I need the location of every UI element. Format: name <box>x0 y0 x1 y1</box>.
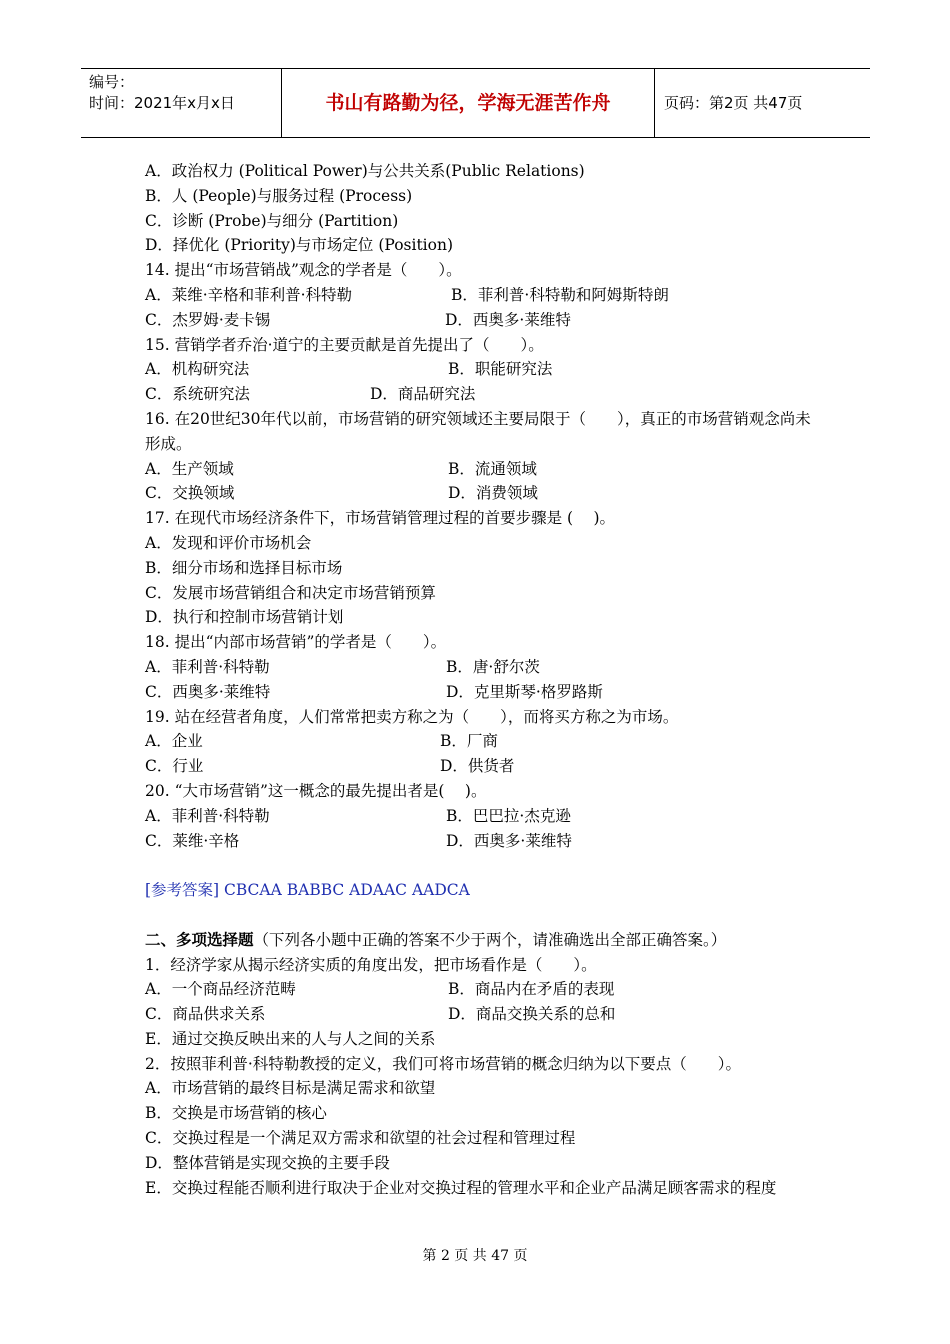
option-b: B．巴巴拉·杰克逊 <box>446 806 571 825</box>
question-20: 20. “大市场营销”这一概念的最先提出者是( )。 <box>145 781 487 800</box>
option-d: D．商品交换关系的总和 <box>448 1005 616 1024</box>
option-a: A．企业 <box>145 732 203 751</box>
option-line: C．交换过程是一个满足双方需求和欲望的社会过程和管理过程 <box>145 1129 576 1148</box>
question-15: 15. 营销学者乔治·道宁的主要贡献是首先提出了（ ）。 <box>145 335 544 354</box>
option-row <box>145 655 815 680</box>
option-b: B．唐·舒尔茨 <box>446 657 540 676</box>
option-a: A．机构研究法 <box>145 360 250 379</box>
question-19: 19. 站在经营者角度，人们常常把卖方称之为（ ），而将买方称之为市场。 <box>145 707 679 726</box>
option-c: C．交换领域 <box>145 484 235 503</box>
spacer <box>145 903 815 928</box>
option-line: B．细分市场和选择目标市场 <box>145 558 343 577</box>
option-row <box>145 382 815 407</box>
question-16: 16. 在20世纪30年代以前，市场营销的研究领域还主要局限于（ ），真正的市场营销观念尚未形成。 <box>145 409 811 453</box>
option-line: A．市场营销的最终目标是满足需求和欲望 <box>145 1079 436 1098</box>
multi-question-2: 2．按照菲利普·科特勒教授的定义，我们可将市场营销的概念归纳为以下要点（ ）。 <box>145 1054 742 1073</box>
spacer <box>145 853 815 878</box>
section-2-note: （下列各小题中正确的答案不少于两个，请准确选出全部正确答案。） <box>253 930 727 949</box>
option-row <box>145 804 815 829</box>
multi-question-1: 1．经济学家从揭示经济实质的角度出发，把市场看作是（ ）。 <box>145 955 597 974</box>
option-a: A．一个商品经济范畴 <box>145 980 296 999</box>
page-footer: 第 2 页 共 47 页 <box>422 1248 528 1264</box>
option-c: C．西奥多·莱维特 <box>145 682 271 701</box>
option-line: B．交换是市场营销的核心 <box>145 1104 327 1123</box>
option-row <box>145 357 815 382</box>
option-c: C．系统研究法 <box>145 385 250 404</box>
option-row <box>145 754 815 779</box>
option-line: C．诊断 (Probe)与细分 (Partition) <box>145 211 399 230</box>
option-b: B．菲利普·科特勒和阿姆斯特朗 <box>451 285 669 304</box>
option-d: D．西奥多·莱维特 <box>445 310 571 329</box>
option-a: A．菲利普·科特勒 <box>145 806 270 825</box>
section-2-title: 二、多项选择题 <box>145 929 254 949</box>
option-c: C．商品供求关系 <box>145 1005 266 1024</box>
option-a: A．莱维·辛格和菲利普·科特勒 <box>145 285 353 304</box>
option-row <box>145 729 815 754</box>
option-row <box>145 1002 815 1027</box>
option-d: D．克里斯琴·格罗路斯 <box>446 682 603 701</box>
option-d: D．消费领域 <box>448 484 538 503</box>
option-row <box>145 283 815 308</box>
option-c: C．行业 <box>145 757 204 776</box>
doc-number-label: 编号： <box>89 73 135 91</box>
option-row <box>145 308 815 333</box>
option-row <box>145 829 815 854</box>
header-meta <box>81 69 282 137</box>
option-row <box>145 481 815 506</box>
option-d: D．西奥多·莱维特 <box>446 831 572 850</box>
option-line: C．发展市场营销组合和决定市场营销预算 <box>145 583 436 602</box>
doc-date-label: 时间：2021年x月x日 <box>89 94 235 112</box>
question-18: 18. 提出“内部市场营销”的学者是（ ）。 <box>145 633 447 652</box>
option-line: A．发现和评价市场机会 <box>145 533 312 552</box>
option-b: B．职能研究法 <box>448 360 553 379</box>
option-d: D．供货者 <box>440 757 515 776</box>
option-c: C．莱维·辛格 <box>145 831 240 850</box>
option-line: D．择优化 (Priority)与市场定位 (Position) <box>145 236 453 255</box>
option-row <box>145 680 815 705</box>
option-b: B．厂商 <box>440 732 498 751</box>
option-a: A．生产领域 <box>145 459 234 478</box>
question-17: 17. 在现代市场经济条件下，市场营销管理过程的首要步骤是 ( )。 <box>145 509 616 528</box>
page-header <box>81 68 870 138</box>
reference-answer: [参考答案] CBCAA BABBC ADAAC AADCA <box>145 881 470 900</box>
option-line: E．通过交换反映出来的人与人之间的关系 <box>145 1029 436 1048</box>
option-line: D．整体营销是实现交换的主要手段 <box>145 1153 390 1172</box>
header-page-info: 页码：第2页 共47页 <box>664 94 803 112</box>
option-b: B．流通领域 <box>448 459 537 478</box>
option-row <box>145 457 815 482</box>
header-motto: 书山有路勤为径，学海无涯苦作舟 <box>282 69 655 137</box>
option-row <box>145 977 815 1002</box>
document-body <box>145 159 815 1200</box>
option-b: B．商品内在矛盾的表现 <box>448 980 615 999</box>
option-line: E．交换过程能否顺利进行取决于企业对交换过程的管理水平和企业产品满足顾客需求的程度 <box>145 1178 777 1197</box>
question-14: 14. 提出“市场营销战”观念的学者是（ ）。 <box>145 261 462 280</box>
section-2-heading <box>145 928 815 953</box>
option-line: D．执行和控制市场营销计划 <box>145 608 344 627</box>
option-d: D．商品研究法 <box>370 385 476 404</box>
option-a: A．菲利普·科特勒 <box>145 657 270 676</box>
option-c: C．杰罗姆·麦卡锡 <box>145 310 271 329</box>
option-line: A．政治权力 (Political Power)与公共关系(Public Relations) <box>145 162 585 180</box>
option-line: B．人 (People)与服务过程 (Process) <box>145 186 413 205</box>
